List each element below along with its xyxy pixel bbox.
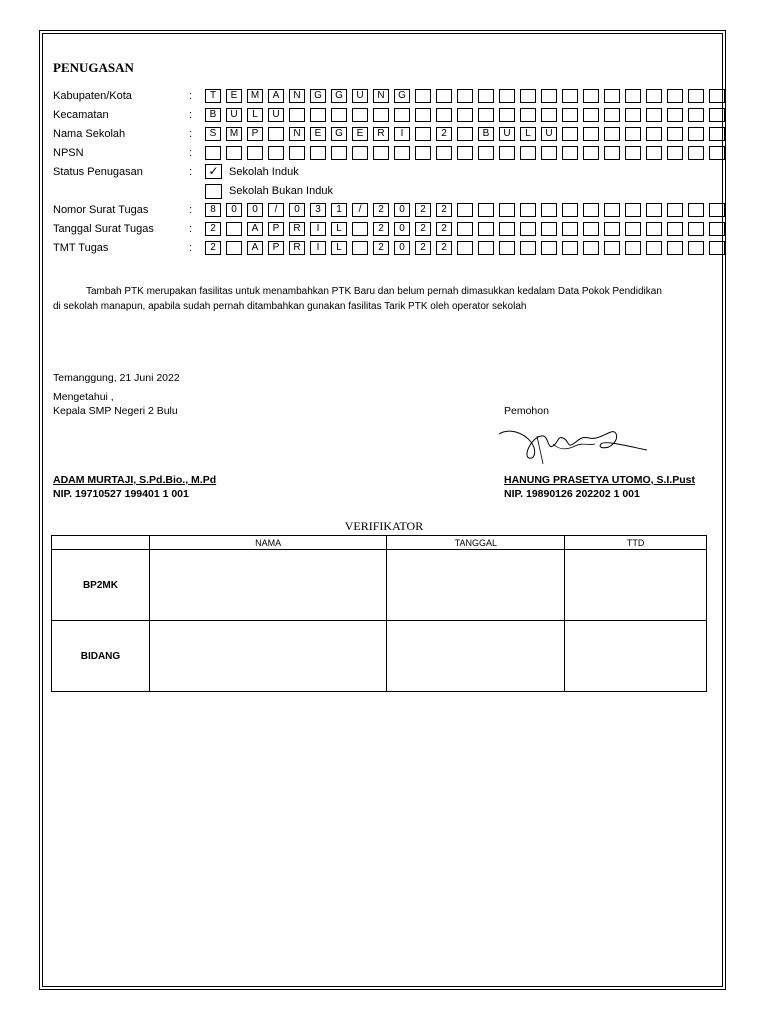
char-box[interactable]: R — [289, 222, 305, 236]
char-box[interactable]: U — [268, 108, 284, 122]
char-box[interactable]: G — [331, 89, 347, 103]
field-label-tanggal-surat: Tanggal Surat Tugas — [53, 223, 154, 235]
pemohon-text: Pemohon — [504, 405, 549, 417]
char-box[interactable] — [562, 127, 578, 141]
char-box[interactable] — [688, 241, 704, 255]
char-box[interactable]: E — [310, 127, 326, 141]
char-box[interactable]: L — [331, 241, 347, 255]
char-box[interactable]: A — [247, 222, 263, 236]
verifikator-table — [51, 535, 707, 692]
char-box[interactable]: A — [268, 89, 284, 103]
char-box[interactable]: N — [289, 89, 305, 103]
char-box[interactable] — [709, 127, 725, 141]
char-box[interactable] — [688, 108, 704, 122]
row-label-bp2mk: BP2MK — [52, 550, 150, 621]
header-cell: TANGGAL — [387, 536, 565, 550]
char-box[interactable]: R — [289, 241, 305, 255]
char-box[interactable] — [415, 89, 431, 103]
char-box[interactable] — [415, 146, 431, 160]
char-box[interactable] — [499, 146, 515, 160]
char-box[interactable] — [268, 146, 284, 160]
char-box[interactable]: / — [352, 203, 368, 217]
char-box[interactable] — [499, 203, 515, 217]
char-box[interactable] — [562, 108, 578, 122]
char-box[interactable] — [394, 146, 410, 160]
char-box[interactable]: P — [268, 222, 284, 236]
char-box[interactable] — [646, 89, 662, 103]
char-box[interactable] — [625, 146, 641, 160]
char-box[interactable] — [625, 89, 641, 103]
char-box[interactable] — [310, 108, 326, 122]
char-box[interactable]: S — [205, 127, 221, 141]
char-box[interactable] — [205, 146, 221, 160]
char-box[interactable] — [457, 146, 473, 160]
char-box[interactable] — [688, 203, 704, 217]
char-box[interactable] — [457, 222, 473, 236]
header-cell: TTD — [565, 536, 707, 550]
char-box[interactable]: U — [541, 127, 557, 141]
char-box[interactable] — [226, 222, 242, 236]
char-box[interactable] — [226, 241, 242, 255]
char-box[interactable] — [520, 203, 536, 217]
field-label-tmt-tugas: TMT Tugas — [53, 242, 109, 254]
char-box[interactable] — [604, 127, 620, 141]
char-box[interactable] — [625, 241, 641, 255]
char-box[interactable] — [478, 241, 494, 255]
char-box[interactable]: N — [289, 127, 305, 141]
char-box[interactable]: 2 — [436, 203, 452, 217]
char-box[interactable] — [709, 108, 725, 122]
char-box[interactable] — [709, 222, 725, 236]
char-box[interactable] — [604, 146, 620, 160]
field-colon: : — [189, 128, 193, 140]
page-border-inner — [42, 33, 723, 987]
char-box[interactable]: 2 — [373, 203, 389, 217]
char-box[interactable]: 0 — [394, 203, 410, 217]
char-box[interactable]: 0 — [226, 203, 242, 217]
field-colon: : — [189, 242, 193, 254]
char-box[interactable] — [604, 241, 620, 255]
cell-ttd[interactable] — [565, 621, 707, 692]
char-box[interactable] — [604, 89, 620, 103]
char-box[interactable] — [583, 241, 599, 255]
char-box[interactable] — [562, 203, 578, 217]
char-box[interactable] — [541, 146, 557, 160]
field-label-kecamatan: Kecamatan — [53, 109, 109, 121]
char-box[interactable]: U — [499, 127, 515, 141]
signature-image — [497, 424, 653, 470]
field-colon: : — [189, 109, 193, 121]
char-box[interactable] — [709, 203, 725, 217]
place-date: Temanggung, 21 Juni 2022 — [53, 372, 180, 384]
char-box[interactable] — [667, 108, 683, 122]
char-box[interactable]: 0 — [394, 222, 410, 236]
char-box[interactable] — [394, 108, 410, 122]
char-box[interactable] — [688, 89, 704, 103]
table-header-row — [52, 536, 707, 550]
char-box[interactable] — [352, 146, 368, 160]
char-box[interactable] — [583, 89, 599, 103]
char-box[interactable]: 0 — [247, 203, 263, 217]
char-box[interactable] — [541, 203, 557, 217]
char-box[interactable]: U — [226, 108, 242, 122]
char-box[interactable] — [709, 146, 725, 160]
char-box[interactable]: 2 — [373, 222, 389, 236]
char-box[interactable] — [520, 241, 536, 255]
cell-ttd[interactable] — [565, 550, 707, 621]
char-box[interactable]: U — [352, 89, 368, 103]
char-box[interactable]: 1 — [331, 203, 347, 217]
char-box[interactable] — [478, 108, 494, 122]
char-box[interactable]: 2 — [436, 222, 452, 236]
left-signatory-name: ADAM MURTAJI, S.Pd.Bio., M.Pd — [53, 474, 217, 486]
char-box[interactable]: G — [394, 89, 410, 103]
mengetahui-text: Mengetahui , — [53, 391, 114, 403]
char-box[interactable]: L — [331, 222, 347, 236]
char-box[interactable] — [688, 127, 704, 141]
char-box[interactable]: N — [373, 89, 389, 103]
cell-tanggal[interactable] — [387, 550, 565, 621]
char-box[interactable]: A — [247, 241, 263, 255]
char-box[interactable]: 0 — [289, 203, 305, 217]
char-box[interactable] — [646, 241, 662, 255]
char-box[interactable] — [583, 108, 599, 122]
char-box[interactable]: P — [268, 241, 284, 255]
char-box[interactable]: 2 — [373, 241, 389, 255]
char-box[interactable] — [646, 203, 662, 217]
char-box[interactable] — [457, 241, 473, 255]
char-box[interactable]: I — [394, 127, 410, 141]
char-box[interactable] — [457, 89, 473, 103]
left-signatory-nip: NIP. 19710527 199401 1 001 — [53, 488, 189, 500]
char-box[interactable]: / — [268, 203, 284, 217]
table-row — [52, 621, 707, 692]
char-box[interactable]: E — [352, 127, 368, 141]
char-box[interactable]: T — [205, 89, 221, 103]
char-box[interactable] — [667, 241, 683, 255]
char-box[interactable] — [562, 89, 578, 103]
field-colon: : — [189, 223, 193, 235]
char-box[interactable] — [373, 146, 389, 160]
char-box[interactable] — [562, 241, 578, 255]
char-box[interactable]: M — [226, 127, 242, 141]
char-box[interactable] — [667, 127, 683, 141]
char-box[interactable] — [415, 127, 431, 141]
char-box[interactable] — [646, 222, 662, 236]
char-box[interactable] — [625, 127, 641, 141]
char-box[interactable] — [583, 146, 599, 160]
char-box[interactable] — [478, 222, 494, 236]
char-box[interactable] — [688, 146, 704, 160]
char-box[interactable]: 2 — [415, 241, 431, 255]
char-box[interactable] — [499, 89, 515, 103]
char-box[interactable] — [583, 203, 599, 217]
char-box[interactable]: 2 — [436, 127, 452, 141]
char-box[interactable]: L — [520, 127, 536, 141]
char-box[interactable] — [457, 108, 473, 122]
char-box[interactable] — [478, 89, 494, 103]
char-box[interactable] — [646, 146, 662, 160]
char-box[interactable] — [310, 146, 326, 160]
char-box[interactable] — [352, 108, 368, 122]
char-box[interactable] — [436, 108, 452, 122]
char-box[interactable] — [436, 89, 452, 103]
char-box[interactable] — [709, 241, 725, 255]
char-box[interactable]: M — [247, 89, 263, 103]
field-label-kabupaten: Kabupaten/Kota — [53, 90, 132, 102]
char-box[interactable] — [331, 146, 347, 160]
char-box[interactable] — [646, 108, 662, 122]
char-box[interactable] — [646, 127, 662, 141]
char-box[interactable] — [520, 89, 536, 103]
char-box[interactable] — [541, 241, 557, 255]
char-box[interactable] — [478, 146, 494, 160]
char-box[interactable]: 8 — [205, 203, 221, 217]
char-box[interactable] — [289, 146, 305, 160]
char-box[interactable] — [604, 108, 620, 122]
char-box[interactable] — [604, 222, 620, 236]
option-label-sekolah-bukan-induk: Sekolah Bukan Induk — [229, 185, 333, 197]
char-box[interactable] — [457, 203, 473, 217]
char-box[interactable]: 2 — [205, 222, 221, 236]
field-colon: : — [189, 147, 193, 159]
form-title: PENUGASAN — [53, 60, 134, 75]
char-box[interactable] — [499, 222, 515, 236]
char-box[interactable]: I — [310, 241, 326, 255]
cell-nama[interactable] — [149, 550, 387, 621]
char-box[interactable]: 2 — [436, 241, 452, 255]
char-box[interactable] — [247, 146, 263, 160]
char-box[interactable] — [499, 108, 515, 122]
char-boxes-tmt-tugas — [205, 241, 730, 255]
checkbox-sekolah-induk[interactable]: ✓ — [205, 164, 222, 179]
char-box[interactable] — [352, 222, 368, 236]
char-box[interactable] — [226, 146, 242, 160]
right-signatory-name: HANUNG PRASETYA UTOMO, S.I.Pust — [504, 474, 695, 486]
table-row — [52, 550, 707, 621]
char-box[interactable] — [289, 108, 305, 122]
char-box[interactable]: P — [247, 127, 263, 141]
char-box[interactable]: 2 — [415, 203, 431, 217]
char-box[interactable] — [625, 203, 641, 217]
char-box[interactable] — [415, 108, 431, 122]
char-box[interactable] — [583, 127, 599, 141]
char-box[interactable]: L — [247, 108, 263, 122]
char-box[interactable] — [520, 222, 536, 236]
char-box[interactable]: R — [373, 127, 389, 141]
char-box[interactable]: G — [310, 89, 326, 103]
char-box[interactable] — [625, 108, 641, 122]
char-box[interactable] — [667, 222, 683, 236]
kepala-text: Kepala SMP Negeri 2 Bulu — [53, 405, 178, 417]
cell-nama[interactable] — [149, 621, 387, 692]
header-cell: NAMA — [149, 536, 387, 550]
header-cell — [52, 536, 150, 550]
char-box[interactable] — [667, 89, 683, 103]
char-box[interactable] — [352, 241, 368, 255]
char-boxes-nama-sekolah — [205, 127, 730, 141]
info-paragraph: Tambah PTK merupakan fasilitas untuk menambahkan PTK Baru dan belum pernah dimasukkan kedalam Data Pokok Pendidikan di sekolah manapun, apabila sudah pernah ditambahkan gunakan fasilitas Tarik PTK oleh operator sekolah — [53, 286, 662, 312]
field-colon: : — [189, 166, 193, 178]
char-box[interactable] — [499, 241, 515, 255]
char-box[interactable] — [541, 222, 557, 236]
char-box[interactable]: 0 — [394, 241, 410, 255]
field-label-nomor-surat: Nomor Surat Tugas — [53, 204, 149, 216]
char-box[interactable] — [520, 108, 536, 122]
cell-tanggal[interactable] — [387, 621, 565, 692]
char-box[interactable] — [268, 127, 284, 141]
char-boxes-tanggal-surat — [205, 222, 730, 236]
char-box[interactable] — [331, 108, 347, 122]
right-signatory-nip: NIP. 19890126 202202 1 001 — [504, 488, 640, 500]
char-boxes-npsn — [205, 146, 730, 160]
char-box[interactable]: 3 — [310, 203, 326, 217]
char-box[interactable] — [478, 203, 494, 217]
field-colon: : — [189, 204, 193, 216]
verifikator-title: VERIFIKATOR — [344, 519, 424, 533]
field-colon: : — [189, 90, 193, 102]
option-label-sekolah-induk: Sekolah Induk — [229, 166, 299, 178]
char-box[interactable] — [688, 222, 704, 236]
char-box[interactable] — [583, 222, 599, 236]
char-box[interactable] — [457, 127, 473, 141]
field-label-nama-sekolah: Nama Sekolah — [53, 128, 126, 140]
char-box[interactable]: B — [205, 108, 221, 122]
char-box[interactable] — [709, 89, 725, 103]
char-box[interactable]: G — [331, 127, 347, 141]
char-box[interactable] — [562, 146, 578, 160]
char-box[interactable]: 2 — [205, 241, 221, 255]
char-boxes-kabupaten — [205, 89, 730, 103]
char-box[interactable] — [562, 222, 578, 236]
char-box[interactable] — [667, 146, 683, 160]
char-boxes-nomor-surat — [205, 203, 730, 217]
char-box[interactable] — [520, 146, 536, 160]
char-box[interactable] — [373, 108, 389, 122]
field-label-npsn: NPSN — [53, 147, 84, 159]
char-box[interactable]: B — [478, 127, 494, 141]
char-box[interactable] — [541, 89, 557, 103]
char-box[interactable] — [541, 108, 557, 122]
char-box[interactable] — [604, 203, 620, 217]
char-box[interactable]: I — [310, 222, 326, 236]
checkbox-sekolah-bukan-induk[interactable] — [205, 184, 222, 199]
char-box[interactable]: E — [226, 89, 242, 103]
char-box[interactable]: 2 — [415, 222, 431, 236]
row-label-bidang: BIDANG — [52, 621, 150, 692]
char-boxes-kecamatan — [205, 108, 730, 122]
char-box[interactable] — [625, 222, 641, 236]
char-box[interactable] — [667, 203, 683, 217]
status-label: Status Penugasan — [53, 166, 143, 178]
char-box[interactable] — [436, 146, 452, 160]
